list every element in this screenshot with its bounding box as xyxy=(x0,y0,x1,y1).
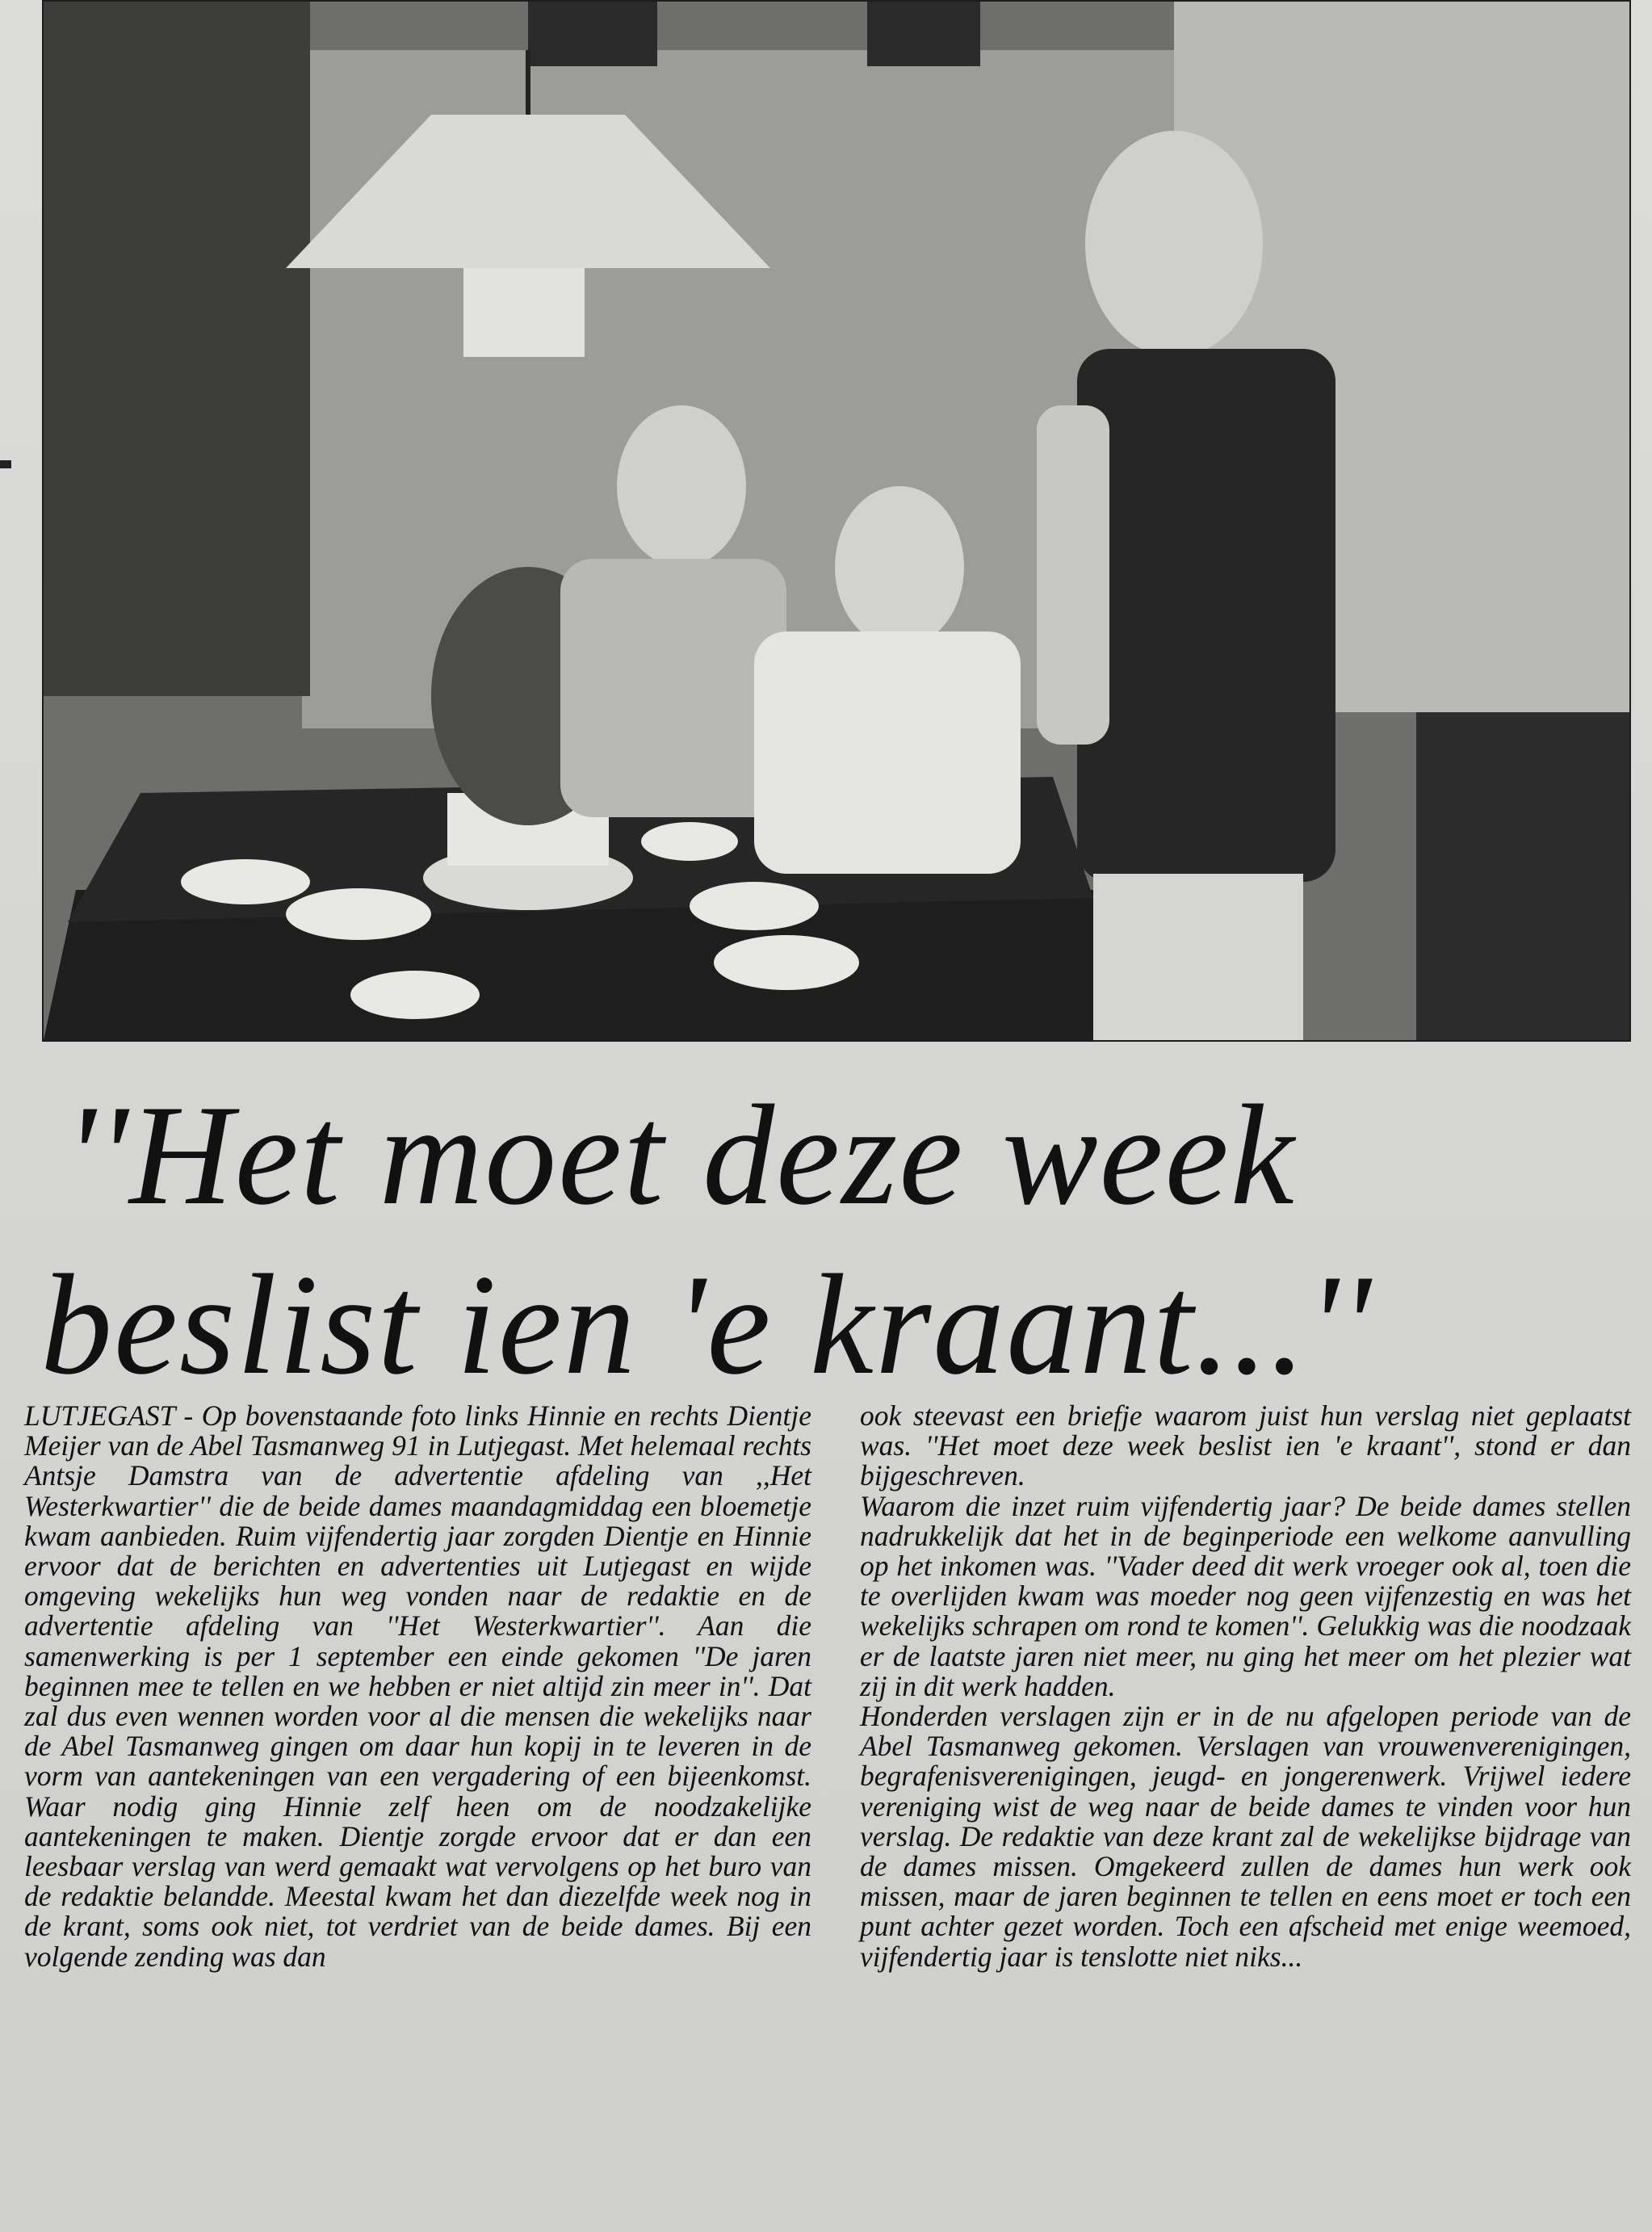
newspaper-photo xyxy=(42,0,1631,1042)
article-column-left xyxy=(24,1401,811,2217)
paragraph: Honderden verslagen zijn er in de nu afgelopen periode van de Abel Tasmanweg gekomen. Verslagen van vrouwenverenigingen, begrafenisverenigingen, jeugd- en jongerenwerk. Vrijwel iedere vereniging wist de weg naar de beide dames te vinden voor hun verslag. De redaktie van deze krant zal de wekelijkse bijdrage van de dames missen. Omgekeerd zullen de dames hun werk ook missen, maar de jaren beginnen te tellen en eens moet er toch een punt achter gezet worden. Toch een afscheid met enige weemoed, vijfendertig jaar is tenslotte niet niks... xyxy=(860,1700,1631,1973)
article-headline xyxy=(32,1070,1631,1409)
headline-line-1: ''Het moet deze week xyxy=(65,1075,1296,1235)
margin-mark xyxy=(0,460,11,468)
newspaper-photo-icon xyxy=(44,2,1629,1040)
paragraph: LUTJEGAST - Op bovenstaande foto links Hinnie en rechts Dientje Meijer van de Abel Tasmanweg 91 in Lutjegast. Met helemaal rechts Antsje Damstra van de advertentie afdeling van ,,Het Westerkwartier'' die de beide dames maandagmiddag een bloemetje kwam aanbieden. Ruim vijfendertig jaar zorgden Dientje en Hinnie ervoor dat de berichten en advertenties uit Lutjegast en wijde omgeving wekelijks hun weg vonden naar de redaktie en de advertentie afdeling van ''Het Westerkwartier''. Aan die samenwerking is per 1 september een einde gekomen ''De jaren beginnen mee te tellen en we hebben er niet altijd zin meer in''. Dat zal dus even wennen worden voor al die mensen die wekelijks naar de Abel Tasmanweg gingen om daar hun kopij in te leveren in de vorm van aantekeningen van een vergadering of een bijeenkomst. Waar nodig ging Hinnie zelf heen om de noodzakelijke aantekeningen te maken. Dientje zorgde ervoor dat er dan een leesbaar verslag van werd gemaakt wat vervolgens op het buro van de redaktie belandde. Meestal kwam het dan diezelfde week nog in de krant, soms ook niet, tot verdriet van de beide dames. Bij een volgende zending was dan xyxy=(24,1399,811,1973)
paragraph: ook steevast een briefje waarom juist hun verslag niet geplaatst was. ''Het moet deze week beslist ien 'e kraant'', stond er dan bijgeschreven. xyxy=(860,1399,1631,1492)
article-column-right xyxy=(844,1401,1631,2217)
headline-line-2: beslist ien 'e kraant...'' xyxy=(40,1244,1373,1404)
article-body xyxy=(24,1401,1631,2217)
paragraph: Waarom die inzet ruim vijfendertig jaar? De beide dames stellen nadrukkelijk dat het in de beginperiode een welkome aanvulling op het inkomen was. ''Vader deed dit werk vroeger ook al, toen die te overlijden kwam was moeder nog geen vijfenzestig en was het wekelijks schrapen om rond te komen''. Gelukkig was die noodzaak er de laatste jaren niet meer, nu ging het meer om het plezier wat zij in dit werk hadden. xyxy=(860,1489,1631,1702)
